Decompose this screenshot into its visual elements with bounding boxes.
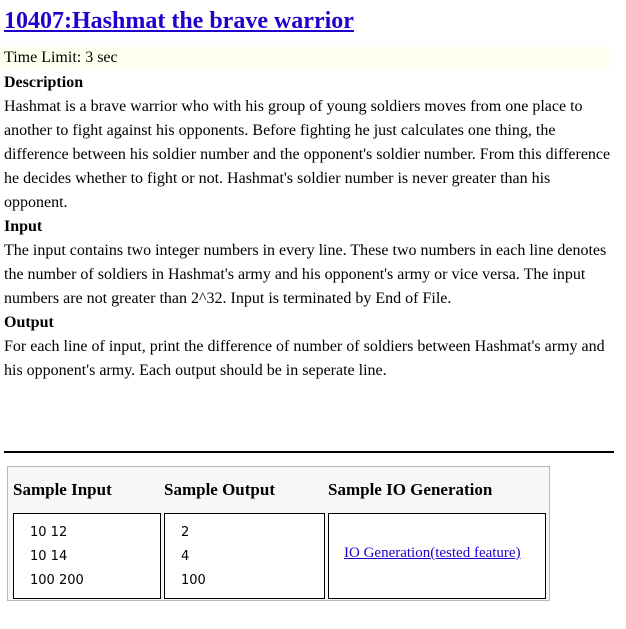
sample-table bbox=[7, 466, 550, 601]
output-heading: Output bbox=[4, 314, 54, 331]
sample-io-header: Sample IO Generation bbox=[328, 480, 493, 499]
sample-input-line: 10 14 bbox=[30, 549, 68, 564]
section-divider bbox=[4, 451, 614, 453]
sample-output-line: 2 bbox=[181, 525, 190, 540]
io-generation-link[interactable]: IO Generation(tested feature) bbox=[344, 545, 521, 561]
time-limit-bar bbox=[0, 47, 610, 69]
time-limit-text: Time Limit: 3 sec bbox=[4, 49, 118, 66]
input-heading: Input bbox=[4, 218, 43, 235]
output-text: For each line of input, print the difference of number of soldiers between Hashmat's army and his opponent's army. Each output should be in seperate line. bbox=[4, 338, 605, 379]
description-text: Hashmat is a brave warrior who with his group of young soldiers moves from one place to another to fight against his opponents. Before fighting he just calculates one thing, the difference between his soldier number and the opponent's soldier number. From this difference he decides whether to fight or not. Hashmat's soldier number is never greater than his opponent. bbox=[4, 98, 611, 211]
sample-output-line: 100 bbox=[181, 573, 206, 588]
sample-input-line: 10 12 bbox=[30, 525, 68, 540]
problem-statement bbox=[4, 71, 614, 383]
sample-output-header: Sample Output bbox=[164, 480, 275, 499]
sample-input-cell bbox=[13, 513, 161, 599]
problem-title-link[interactable]: 10407:Hashmat the brave warrior bbox=[4, 8, 354, 34]
description-heading: Description bbox=[4, 74, 84, 91]
sample-output-line: 4 bbox=[181, 549, 190, 564]
sample-output-cell bbox=[164, 513, 325, 599]
input-text: The input contains two integer numbers in every line. These two numbers in each line denotes the number of soldiers in Hashmat's army and his opponent's army or vice versa. The input numbers are not greater than 2^32. Input is terminated by End of File. bbox=[4, 242, 607, 307]
sample-input-header: Sample Input bbox=[13, 480, 112, 499]
sample-input-line: 100 200 bbox=[30, 573, 84, 588]
sample-io-cell bbox=[328, 513, 546, 599]
